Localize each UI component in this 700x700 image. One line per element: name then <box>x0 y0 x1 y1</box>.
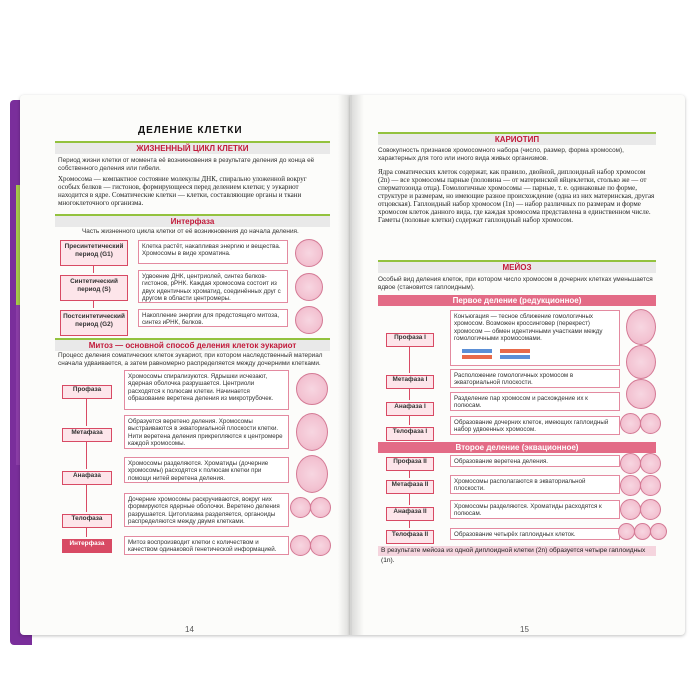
connector-line <box>93 265 94 273</box>
connector-line <box>409 470 410 478</box>
cell-telophase-i-image-a <box>620 413 641 434</box>
cell-prophase-image <box>296 373 328 405</box>
cell-metaphase-ii-image-b <box>640 475 661 496</box>
cell-s-image <box>295 273 323 301</box>
page-title: ДЕЛЕНИЕ КЛЕТКИ <box>138 125 243 136</box>
meiosis-definition: Особый вид деления клеток, при котором число хромосом в дочерних клетках уменьшается вдвое (становится гаплоидным). <box>378 276 653 291</box>
stage-anaphase-desc: Хромосомы разделяются. Хроматиды (дочерние хромосомы) расходятся к полюсам клетки при помощи нитей веретена деления. <box>124 457 289 483</box>
stage-s: Синтетический период (S) <box>60 275 128 301</box>
stage-telophase-i-desc: Образование дочерних клеток, имеющих гаплоидный набор удвоенных хромосом. <box>450 416 620 435</box>
cell-telophase-image-a <box>290 497 311 518</box>
stage-g2: Постсинтетический период (G2) <box>60 310 128 336</box>
stage-metaphase-ii-desc: Хромосомы располагаются в экваториальной плоскости. <box>450 475 620 494</box>
stage-telophase-ii: Телофаза II <box>386 530 434 544</box>
connector-line <box>409 520 410 528</box>
mitosis-intro: Процесс деления соматических клеток эукариот, при котором наследственный материал сначала удваивается, а затем равномерно распределяется между дочерними клетками. <box>58 352 323 367</box>
cell-prophase-ii-image-a <box>620 453 641 474</box>
stage-anaphase-i: Анафаза I <box>386 402 434 416</box>
stage-s-desc: Удвоение ДНК, центриолей, синтез белков-гистонов, рРНК. Каждая хромосома состоит из двух идентичных хроматид, соединённых друг с другом в области центромеры. <box>138 270 288 303</box>
crossover-red-image <box>500 349 530 353</box>
cell-metaphase-i-image <box>626 379 656 409</box>
stage-g2-desc: Накопление энергии для предстоящего митоза, синтез иРНК, белков. <box>138 309 288 327</box>
cell-telophase-image-b <box>310 497 331 518</box>
mitosis-header: Митоз — основной способ деления клеток эукариот <box>55 338 330 351</box>
connector-line <box>409 493 410 505</box>
stage-prophase: Профаза <box>62 385 112 399</box>
book-gutter <box>338 95 364 635</box>
connector-line <box>86 484 87 512</box>
stage-telophase-desc: Дочерние хромосомы раскручиваются, вокруг них формируются ядерные оболочки. Веретено деления разрушается. Цитоплазма разделяется, органоиды распределяются между двумя клетками. <box>124 493 289 527</box>
life-cycle-intro: Период жизни клетки от момента её возникновения в результате деления до конца её собственного деления или гибели. <box>58 157 315 172</box>
karyotype-header: КАРИОТИП <box>378 132 656 145</box>
stage-telophase: Телофаза <box>62 514 112 528</box>
chromosome-definition: Хромосома — компактное состояние молекулы ДНК, спирально уложенной вокруг особых белков — гистонов, формирующееся перед делением клетки; у эукариот находится в ядре. Соматические клетки — клетки, составляющие органы и ткани многоклеточного организма. <box>58 175 307 207</box>
stage-interphase-desc: Митоз воспроизводит клетки с количеством и качеством одинаковой генетической информацией. <box>124 536 289 555</box>
interphase-intro: Часть жизненного цикла клетки от её возникновения до начала деления. <box>82 228 299 235</box>
stage-g1-desc: Клетка растёт, накапливая энергию и вещества. Хромосомы в виде хроматина. <box>138 240 288 264</box>
cell-metaphase-ii-image-a <box>620 475 641 496</box>
stage-metaphase-desc: Образуется веретено деления. Хромосомы выстраиваются в экваториальной плоскости клетки. Нити веретена деления прикрепляются к центромере каждой хромосомы. <box>124 415 289 449</box>
stage-g1: Пресинтетический период (G1) <box>60 240 128 266</box>
stage-metaphase-i-desc: Расположение гомологичных хромосом в экваториальной плоскости. <box>450 369 620 388</box>
meiosis-summary: В результате мейоза из одной диплоидной клетки (2n) образуется четыре гаплоидных (1n). <box>378 546 656 556</box>
stage-anaphase-i-desc: Разделение пар хромосом и расхождение их к полюсам. <box>450 392 620 411</box>
stage-anaphase: Анафаза <box>62 471 112 485</box>
cell-prophase-ii-image-b <box>640 453 661 474</box>
cell-prophase-i-image-2 <box>626 345 656 379</box>
cell-telophase-ii-image-c <box>650 523 667 540</box>
cell-g1-image <box>295 239 323 267</box>
connector-line <box>86 441 87 469</box>
first-division-header: Первое деление (редукционное) <box>378 295 656 306</box>
stage-anaphase-ii-desc: Хромосомы разделяются. Хроматиды расходятся к полюсам. <box>450 500 620 519</box>
chromosome-red-image <box>462 355 492 359</box>
meiosis-header: МЕЙОЗ <box>378 260 656 273</box>
cell-anaphase-ii-image-b <box>640 499 661 520</box>
cell-anaphase-ii-image-a <box>620 499 641 520</box>
stage-prophase-ii-desc: Образование веретена деления. <box>450 455 620 467</box>
stage-metaphase-ii: Метафаза II <box>386 480 434 494</box>
stage-metaphase: Метафаза <box>62 428 112 442</box>
cell-prophase-i-image <box>626 309 656 345</box>
right-page <box>350 95 685 635</box>
cell-telophase-i-image-b <box>640 413 661 434</box>
stage-prophase-i: Профаза I <box>386 333 434 347</box>
connector-line <box>409 388 410 400</box>
chromosome-blue-image <box>462 349 492 353</box>
page-number-left: 14 <box>185 625 194 634</box>
stage-metaphase-i: Метафаза I <box>386 375 434 389</box>
left-page <box>20 95 350 635</box>
karyotype-text: Ядра соматических клеток содержат, как правило, двойной, диплоидный набор хромосом (2n) — все хромосомы парные (половина — от материнской яйцеклетки, столько же — от сперматозоида отца). Гомологичные хромосомы — парные, т. е. одинаковые по форме, структуре и размерам, но имеющие разное происхождение (одна из них материнская, другая отцовская). Гаплоидный набор хромосом (1n) — набор различных по размерам и форме хромосом клеток данного вида, где каждая хромосома представлена в единственном числе. Гаметы (половые клетки) содержат гаплоидный набор хромосом. <box>378 168 655 224</box>
connector-line <box>409 346 410 373</box>
stage-telophase-i: Телофаза I <box>386 427 434 441</box>
stage-anaphase-ii: Анафаза II <box>386 507 434 521</box>
stage-telophase-ii-desc: Образование четырёх гаплоидных клеток. <box>450 528 620 540</box>
stage-prophase-ii: Профаза II <box>386 457 434 471</box>
stage-interphase: Интерфаза <box>62 539 112 553</box>
cell-g2-image <box>295 306 323 334</box>
connector-line <box>86 398 87 426</box>
cell-telophase-ii-image-b <box>634 523 651 540</box>
stage-prophase-desc: Хромосомы спирализуются. Ядрышки исчезают, ядерная оболочка разрушается. Центриоли расходятся к полюсам клетки. Начинается образование веретена деления из микротрубочек. <box>124 370 289 410</box>
connector-line <box>86 527 87 537</box>
page-number-right: 15 <box>520 625 529 634</box>
stage-prophase-i-text: Конъюгация — тесное сближение гомологичных хромосом. Возможен кроссинговер (перекрест) хромосом — обмен идентичными участками между гомологичными хромосомами. <box>454 313 603 343</box>
crossover-blue-image <box>500 355 530 359</box>
interphase-header: Интерфаза <box>55 214 330 227</box>
cell-interphase-image-b <box>310 535 331 556</box>
cell-metaphase-image <box>296 413 328 451</box>
life-cycle-header: ЖИЗНЕННЫЙ ЦИКЛ КЛЕТКИ <box>55 141 330 154</box>
cell-anaphase-image <box>296 455 328 493</box>
cell-telophase-ii-image-a <box>618 523 635 540</box>
karyotype-definition: Совокупность признаков хромосомного набора (число, размер, форма хромосом), характерных для того или иного вида живых организмов. <box>378 147 624 162</box>
connector-line <box>93 300 94 308</box>
cell-interphase-image-a <box>290 535 311 556</box>
open-book <box>20 95 685 640</box>
second-division-header: Второе деление (эквационное) <box>378 442 656 453</box>
connector-line <box>409 415 410 425</box>
